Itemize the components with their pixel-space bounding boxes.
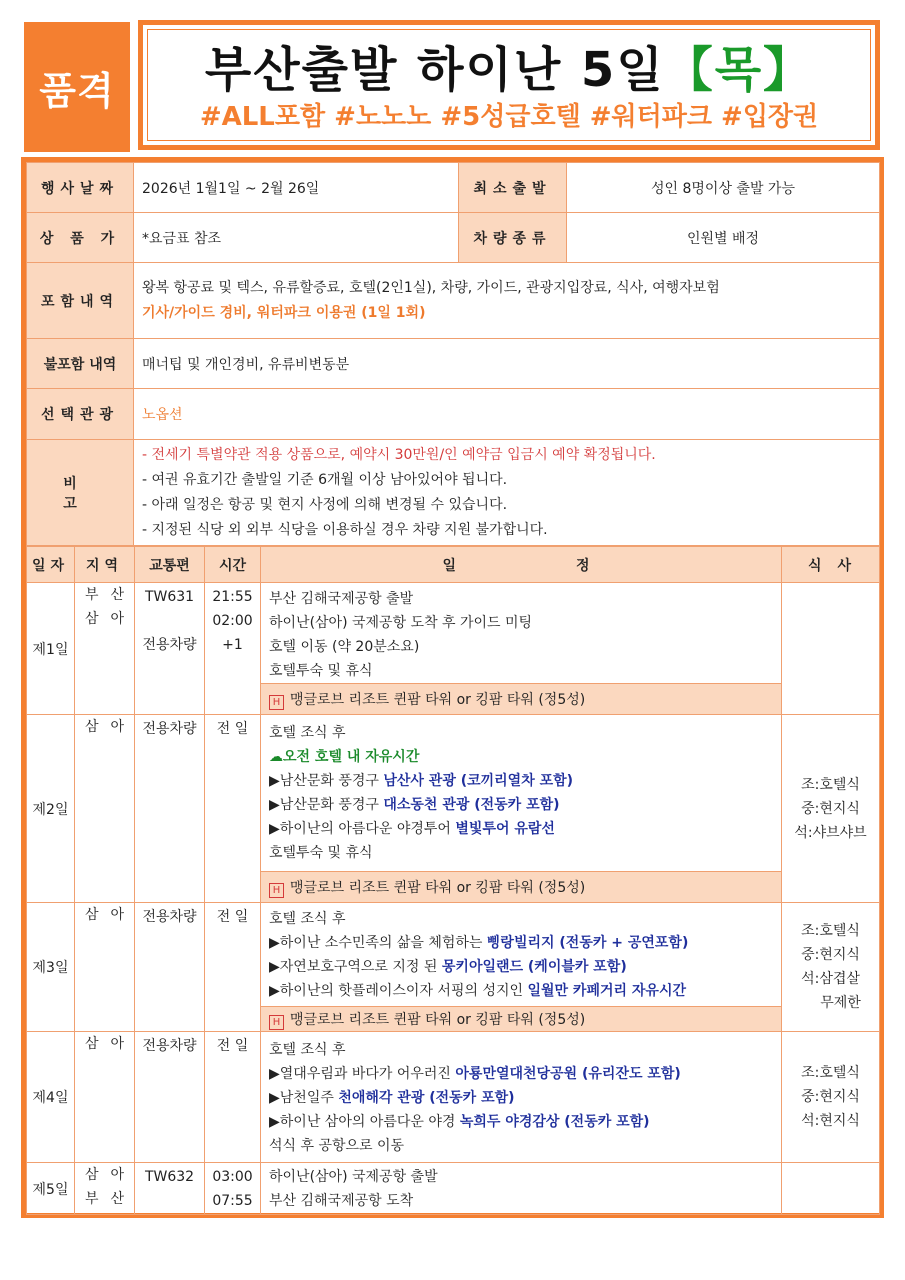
day-4-transport: 전용차량 (135, 1032, 205, 1163)
period-label: 행사날짜 (27, 163, 134, 213)
note-line: - 전세기 특별약관 적용 상품으로, 예약시 30만원/인 예약금 입금시 예약 확정됩니다. (142, 446, 656, 463)
schedule-line: 부산 김해국제공항 도착 (269, 1193, 414, 1209)
highlight: 아룡만열대천당공원 (유리잔도 포함) (455, 1066, 681, 1082)
header-region: 지역 (75, 547, 135, 583)
hotel-icon: H (269, 883, 284, 898)
price-label: 상 품 가 (27, 213, 134, 263)
schedule-line: 호텔 조식 후 (269, 725, 346, 741)
schedule-line (269, 745, 773, 769)
day-2-label: 제2일 (27, 715, 75, 903)
exclude-value: 매너팁 및 개인경비, 유류비변동분 (134, 339, 880, 389)
schedule-line: 호텔 조식 후 (269, 1042, 346, 1058)
schedule-line (269, 769, 773, 793)
meal-line: 중:현지식 (801, 800, 860, 817)
day-5-transport: TW632 (135, 1163, 205, 1215)
hotel-name: 맹글로브 리조트 퀸팜 타워 or 킹팜 타워 (정5성) (290, 691, 586, 708)
meal-line: 석:샤브샤브 (794, 824, 867, 841)
schedule-line (269, 1110, 773, 1134)
header-transport: 교통편 (135, 547, 205, 583)
day-5-schedule (261, 1163, 782, 1215)
day-2-meal (782, 715, 880, 903)
header-meal: 식사 (782, 547, 880, 583)
schedule-line: 하이난(삼아) 국제공항 도착 후 가이드 미팅 (269, 615, 533, 631)
schedule-line (269, 793, 773, 817)
schedule-line: 호텔투숙 및 휴식 (269, 663, 373, 679)
exclude-label: 불포함 내역 (27, 339, 134, 389)
line-text: ▶남산문화 풍경구 (269, 797, 384, 813)
meal-line: 중:현지식 (801, 1089, 860, 1105)
day-4-schedule (261, 1032, 782, 1163)
day-1-meal (782, 583, 880, 715)
product-sheet (21, 157, 884, 1218)
hotel-name: 맹글로브 리조트 퀸팜 타워 or 킹팜 타워 (정5성) (290, 1011, 586, 1028)
include-line-2: 기사/가이드 경비, 워터파크 이용권 (1일 1회) (142, 304, 426, 321)
day-3-transport: 전용차량 (135, 903, 205, 1032)
line-text: ▶열대우림과 바다가 어우러진 (269, 1066, 456, 1082)
include-label: 포함내역 (27, 263, 134, 339)
option-tour-value: 노옵션 (134, 389, 880, 440)
line-text: ▶남천일주 (269, 1090, 339, 1106)
day-5-region (75, 1163, 135, 1215)
min-departure-value: 성인 8명이상 출발 가능 (567, 163, 880, 213)
transport-line (135, 609, 204, 633)
flight-number: TW631 (144, 589, 195, 605)
meal-line: 석:삼겹살 (801, 971, 860, 987)
include-value (134, 263, 880, 339)
line-text: ▶하이난의 핫플레이스이자 서핑의 성지인 (269, 983, 528, 999)
schedule-line (269, 817, 773, 841)
title-box (138, 20, 880, 150)
schedule-line: 호텔 이동 (약 20분소요) (269, 639, 420, 655)
highlight: 몽키아일랜드 (케이블카 포함) (441, 959, 627, 975)
price-value: *요금표 참조 (134, 213, 459, 263)
highlight: 별빛투어 유람선 (455, 821, 555, 837)
day-2-hotel (261, 872, 782, 903)
line-text: ▶하이난의 아름다운 야경투어 (269, 821, 456, 837)
line-text: ▶하이난 삼아의 아름다운 야경 (269, 1114, 460, 1130)
time-line: 03:00 (212, 1169, 253, 1185)
cloud-icon: ☁ (269, 749, 283, 765)
day-3-meal (782, 903, 880, 1032)
schedule-line: 하이난(삼아) 국제공항 출발 (269, 1169, 438, 1185)
schedule-line (269, 931, 773, 955)
vehicle-value: 인원별 배정 (567, 213, 880, 263)
itinerary-table (26, 546, 880, 1215)
schedule-line: 호텔투숙 및 휴식 (269, 845, 373, 861)
note-line: - 지정된 식당 외 외부 식당을 이용하실 경우 차량 지원 불가합니다. (142, 521, 548, 538)
title-hashtags: #ALL포함 #노노노 #5성급호텔 #워터파크 #입장권 (199, 102, 819, 132)
meal-line: 석:현지식 (801, 1113, 860, 1129)
line-text: ▶하이난 소수민족의 삶을 체험하는 (269, 935, 487, 951)
note-line: - 아래 일정은 항공 및 현지 사정에 의해 변경될 수 있습니다. (142, 496, 508, 513)
meal-line: 중:현지식 (801, 947, 860, 963)
highlight: 일월만 카페거리 자유시간 (527, 983, 686, 999)
time-line: 21:55 (212, 589, 253, 605)
header-schedule: 일정 (261, 547, 782, 583)
day-5-meal (782, 1163, 880, 1215)
day-2-region: 삼 아 (75, 715, 135, 903)
day-3-time: 전 일 (205, 903, 261, 1032)
day-1-hotel (261, 684, 782, 715)
vehicle-label: 차량종류 (459, 213, 567, 263)
hotel-icon: H (269, 1015, 284, 1030)
day-1-transport (135, 583, 205, 715)
day-4-meal (782, 1032, 880, 1163)
region-line: 삼 아 (85, 611, 124, 627)
day-3-label: 제3일 (27, 903, 75, 1032)
day-4-region: 삼 아 (75, 1032, 135, 1163)
meal-line: 조:호텔식 (801, 923, 860, 939)
day-3-region: 삼 아 (75, 903, 135, 1032)
schedule-line (269, 955, 773, 979)
schedule-line (269, 1086, 773, 1110)
schedule-line: 석식 후 공항으로 이동 (269, 1138, 405, 1154)
day-3-hotel (261, 1007, 782, 1032)
day-1-schedule (261, 583, 782, 684)
meal-line: 조:호텔식 (801, 776, 860, 793)
notes (134, 440, 880, 546)
header-day: 일자 (27, 547, 75, 583)
region-line: 부 산 (85, 587, 124, 603)
day-4-time: 전 일 (205, 1032, 261, 1163)
schedule-line: 호텔 조식 후 (269, 911, 346, 927)
day-4-label: 제4일 (27, 1032, 75, 1163)
free-time-text: 오전 호텔 내 자유시간 (283, 749, 420, 765)
region-line: 부 산 (85, 1191, 124, 1207)
title-text: 부산출발 하이난 5일 (204, 42, 665, 98)
day-3-schedule (261, 903, 782, 1007)
region-line: 삼 아 (85, 1167, 124, 1183)
title-day: 【목】 (664, 42, 814, 98)
schedule-line (269, 1062, 773, 1086)
header-time: 시간 (205, 547, 261, 583)
hotel-icon: H (269, 695, 284, 710)
schedule-line (269, 979, 773, 1003)
highlight: 삥랑빌리지 (전동카 + 공연포함) (486, 935, 689, 951)
day-2-transport: 전용차량 (135, 715, 205, 903)
day-2-schedule (261, 715, 782, 872)
day-1-time (205, 583, 261, 715)
min-departure-label: 최소출발 (459, 163, 567, 213)
meal-line: 무제한 (820, 995, 861, 1011)
highlight: 남산사 관광 (코끼리열차 포함) (383, 773, 574, 789)
period-value: 2026년 1월1일 ~ 2월 26일 (134, 163, 459, 213)
highlight: 대소동천 관광 (전동카 포함) (383, 797, 560, 813)
schedule-line: 부산 김해국제공항 출발 (269, 591, 414, 607)
day-1-region (75, 583, 135, 715)
line-text: ▶남산문화 풍경구 (269, 773, 384, 789)
day-2-time: 전 일 (205, 715, 261, 903)
brand-logo: 품격 (24, 22, 130, 152)
meal-line: 조:호텔식 (801, 1065, 860, 1081)
highlight: 녹희두 야경감상 (전동카 포함) (459, 1114, 650, 1130)
time-line: 02:00 (212, 613, 253, 629)
transport-line: 전용차량 (142, 637, 197, 653)
page-title (148, 42, 870, 98)
day-5-label: 제5일 (27, 1163, 75, 1215)
time-line: +1 (222, 637, 243, 653)
info-table (26, 162, 880, 546)
hotel-name: 맹글로브 리조트 퀸팜 타워 or 킹팜 타워 (정5성) (290, 879, 586, 896)
note-label: 비 고 (27, 440, 134, 546)
day-5-time (205, 1163, 261, 1215)
line-text: ▶자연보호구역으로 지정 된 (269, 959, 442, 975)
include-line-1: 왕복 항공료 및 텍스, 유류할증료, 호텔(2인1실), 차량, 가이드, 관광지입장료, 식사, 여행자보험 (142, 279, 720, 296)
time-line: 07:55 (212, 1193, 253, 1209)
highlight: 천애해각 관광 (전동카 포함) (338, 1090, 515, 1106)
option-tour-label: 선택관광 (27, 389, 134, 440)
day-1-label: 제1일 (27, 583, 75, 715)
note-line: - 여권 유효기간 출발일 기준 6개월 이상 남아있어야 됩니다. (142, 471, 508, 488)
